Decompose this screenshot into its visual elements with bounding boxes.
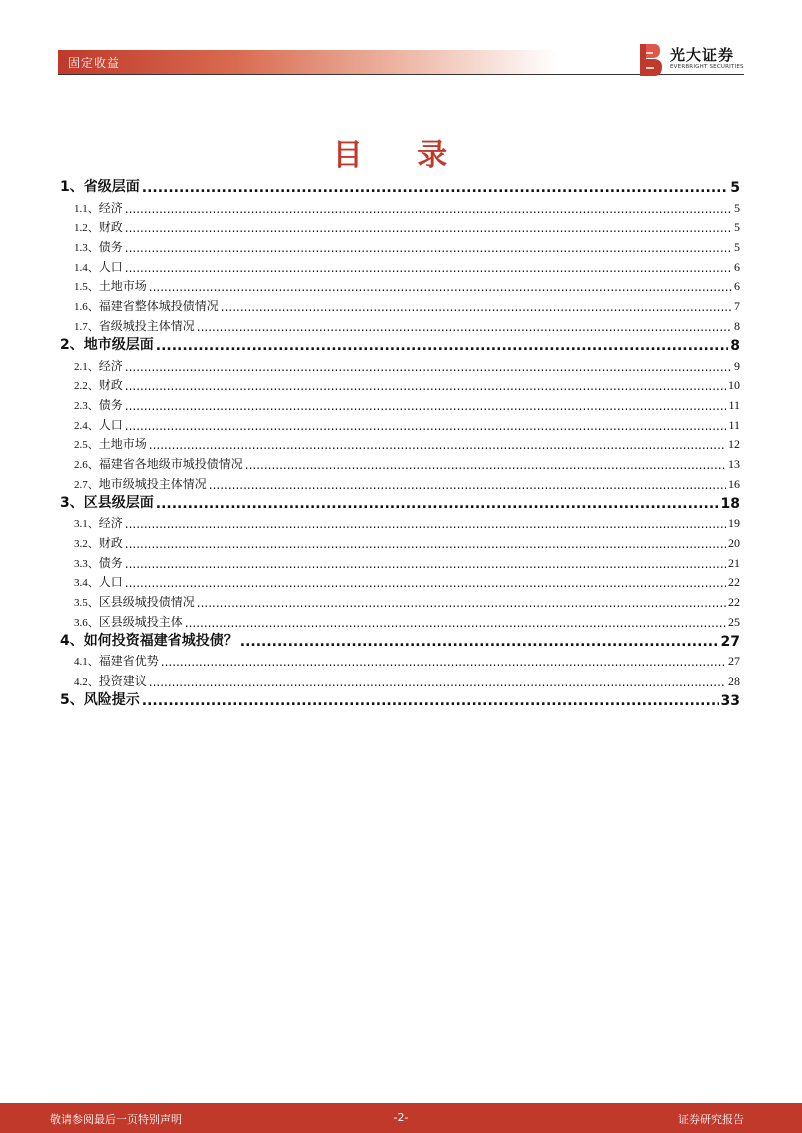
- footer-disclaimer: 敬请参阅最后一页特别声明: [50, 1113, 182, 1126]
- toc-entry-number: 3.2、: [74, 538, 99, 550]
- toc-leader-dots: [125, 576, 726, 590]
- toc-leader-dots: [149, 438, 726, 452]
- toc-chapter-link[interactable]: [60, 689, 740, 709]
- toc-entry-title: 投资建议: [98, 674, 147, 689]
- toc-entry-title: 财政: [98, 536, 123, 550]
- toc-section-link[interactable]: [60, 374, 740, 394]
- toc-entry-title: 风险提示: [83, 692, 140, 709]
- toc-entry-title: 地市级层面: [83, 336, 154, 353]
- toc-entry-title: 债务: [98, 397, 123, 412]
- toc-section-link[interactable]: [60, 255, 740, 275]
- toc-leader-dots: [149, 280, 732, 294]
- toc-entry-number: 2.3、: [74, 399, 99, 412]
- section-label: 固定收益: [68, 56, 121, 70]
- toc-entry-number: 1.4、: [74, 261, 99, 274]
- toc-entry-page: 18: [720, 495, 740, 512]
- toc-chapter-link[interactable]: [60, 492, 740, 512]
- toc-entry-number: 1.5、: [74, 281, 99, 294]
- toc-leader-dots: [125, 221, 732, 235]
- toc-leader-dots: [156, 496, 719, 512]
- toc-section-link[interactable]: [60, 393, 740, 413]
- toc-entry-title: 财政: [98, 378, 123, 393]
- toc-leader-dots: [142, 693, 719, 709]
- toc-entry-title: 省级层面: [83, 179, 140, 195]
- toc-entry-number: 1.6、: [74, 301, 99, 314]
- toc-entry-page: 8: [734, 318, 740, 333]
- toc-entry-page: 27: [728, 654, 740, 669]
- toc-entry-number: 4.1、: [74, 656, 99, 669]
- toc-section-link[interactable]: [60, 235, 740, 255]
- toc-entry-page: 20: [728, 536, 740, 550]
- toc-entry-title: 经济: [98, 358, 123, 373]
- toc-leader-dots: [125, 379, 726, 393]
- toc-section-link[interactable]: [60, 669, 740, 689]
- toc-leader-dots: [125, 537, 726, 551]
- toc-entry-title: 福建省整体城投债情况: [98, 299, 219, 314]
- toc-entry-number: 1.2、: [74, 222, 99, 235]
- toc-entry-page: 33: [720, 693, 740, 710]
- toc-entry-title: 债务: [98, 555, 123, 570]
- toc-leader-dots: [125, 399, 727, 413]
- toc-entry-title: 区县级城投债情况: [98, 595, 195, 610]
- toc-entry-page: 25: [728, 614, 740, 629]
- toc-entry-page: 22: [728, 575, 740, 590]
- toc-entry-page: 22: [728, 595, 740, 610]
- toc-entry-number: 2.6、: [74, 458, 99, 471]
- toc-section-link[interactable]: [60, 413, 740, 433]
- toc-leader-dots: [185, 616, 726, 630]
- toc-entry-number: 3.3、: [74, 557, 99, 570]
- toc-entry-title: 区县级城投主体: [98, 614, 183, 629]
- table-of-contents: [60, 176, 740, 709]
- toc-leader-dots: [125, 202, 732, 216]
- toc-entry-title: 经济: [98, 516, 123, 531]
- toc-entry-title: 福建省优势: [98, 654, 159, 669]
- toc-section-link[interactable]: [60, 216, 740, 236]
- footer-page-number: -2-: [393, 1111, 409, 1124]
- toc-section-link[interactable]: [60, 472, 740, 492]
- toc-entry-title: 经济: [98, 200, 123, 215]
- toc-entry-number: 3、: [60, 494, 84, 511]
- toc-leader-dots: [142, 180, 729, 196]
- toc-entry-page: 5: [734, 220, 740, 235]
- toc-section-link[interactable]: [60, 590, 740, 610]
- toc-entry-title: 人口: [98, 259, 123, 274]
- footer-report-type: 证券研究报告: [678, 1113, 744, 1126]
- toc-entry-title: 土地市场: [98, 279, 147, 294]
- toc-chapter-link[interactable]: [60, 630, 740, 650]
- toc-chapter-link[interactable]: [60, 176, 740, 196]
- toc-entry-page: 19: [728, 516, 740, 531]
- toc-leader-dots: [125, 261, 732, 275]
- toc-entry-title: 区县级层面: [83, 494, 154, 511]
- toc-leader-dots: [197, 596, 726, 610]
- toc-entry-page: 7: [734, 299, 740, 314]
- toc-entry-number: 1、: [60, 179, 84, 195]
- toc-section-link[interactable]: [60, 650, 740, 670]
- toc-leader-dots: [125, 241, 732, 255]
- toc-entry-page: 5: [734, 200, 740, 215]
- toc-entry-title: 地市级城投主体情况: [98, 476, 207, 491]
- toc-entry-number: 3.4、: [74, 577, 99, 590]
- toc-section-link[interactable]: [60, 610, 740, 630]
- toc-entry-number: 1.7、: [74, 320, 99, 333]
- toc-leader-dots: [245, 458, 726, 472]
- toc-entry-page: 6: [734, 279, 740, 294]
- toc-title: 目 录: [332, 138, 470, 173]
- toc-section-link[interactable]: [60, 551, 740, 571]
- toc-entry-number: 2.5、: [74, 439, 99, 452]
- toc-leader-dots: [125, 419, 727, 433]
- toc-leader-dots: [125, 517, 726, 531]
- toc-section-link[interactable]: [60, 531, 740, 551]
- toc-entry-page: 28: [728, 674, 740, 689]
- toc-leader-dots: [125, 557, 726, 571]
- toc-entry-page: 21: [728, 555, 740, 570]
- toc-entry-number: 4、: [60, 632, 84, 649]
- footer-bar: [0, 1103, 802, 1133]
- toc-leader-dots: [161, 655, 726, 669]
- toc-leader-dots: [209, 478, 726, 492]
- toc-section-link[interactable]: [60, 314, 740, 334]
- logo-name: 光大证券: [670, 46, 735, 64]
- toc-entry-page: 5: [734, 240, 740, 255]
- toc-entry-page: 10: [728, 378, 740, 393]
- toc-entry-number: 2.2、: [74, 380, 99, 393]
- toc-section-link[interactable]: [60, 294, 740, 314]
- toc-entry-title: 如何投资福建省城投债？: [83, 632, 238, 649]
- header-bar: [58, 50, 558, 74]
- toc-leader-dots: [156, 338, 729, 354]
- toc-entry-number: 2.1、: [74, 360, 99, 373]
- toc-entry-number: 3.5、: [74, 597, 99, 610]
- logo-mark-icon: [640, 44, 662, 76]
- toc-leader-dots: [125, 360, 732, 374]
- toc-leader-dots: [221, 300, 732, 314]
- toc-entry-number: 2、: [60, 336, 84, 353]
- toc-entry-number: 3.6、: [74, 616, 99, 629]
- toc-section-link[interactable]: [60, 354, 740, 374]
- toc-entry-page: 8: [730, 337, 740, 354]
- toc-entry-number: 2.7、: [74, 478, 99, 491]
- toc-section-link[interactable]: [60, 196, 740, 216]
- toc-entry-page: 12: [728, 437, 740, 452]
- toc-chapter-link[interactable]: [60, 334, 740, 354]
- toc-entry-page: 27: [720, 633, 740, 650]
- toc-entry-title: 土地市场: [98, 437, 147, 452]
- toc-entry-title: 人口: [98, 417, 123, 432]
- toc-entry-page: 5: [730, 180, 740, 196]
- toc-entry-title: 人口: [98, 575, 123, 590]
- toc-entry-number: 4.2、: [74, 676, 99, 689]
- toc-section-link[interactable]: [60, 571, 740, 591]
- toc-section-link[interactable]: [60, 512, 740, 532]
- toc-section-link[interactable]: [60, 433, 740, 453]
- toc-entry-title: 债务: [98, 240, 123, 255]
- toc-entry-title: 福建省各地级市城投债情况: [98, 456, 243, 471]
- toc-entry-page: 13: [728, 456, 740, 471]
- toc-entry-page: 11: [728, 417, 740, 432]
- toc-entry-page: 11: [728, 397, 740, 412]
- toc-entry-number: 1.3、: [74, 242, 99, 255]
- logo-english-name: EVERBRIGHT SECURITIES: [670, 64, 744, 70]
- toc-leader-dots: [240, 634, 719, 650]
- toc-entry-page: 16: [728, 476, 740, 491]
- toc-entry-number: 2.4、: [74, 419, 99, 432]
- toc-entry-title: 省级城投主体情况: [98, 318, 195, 333]
- toc-entry-page: 6: [734, 259, 740, 274]
- brand-logo: [640, 44, 750, 76]
- toc-leader-dots: [149, 675, 726, 689]
- toc-section-link[interactable]: [60, 275, 740, 295]
- toc-entry-number: 3.1、: [74, 518, 99, 531]
- toc-entry-page: 9: [734, 358, 740, 373]
- toc-entry-title: 财政: [98, 220, 123, 235]
- toc-leader-dots: [197, 320, 732, 334]
- toc-section-link[interactable]: [60, 452, 740, 472]
- toc-entry-number: 5、: [60, 692, 84, 709]
- toc-entry-number: 1.1、: [74, 202, 99, 215]
